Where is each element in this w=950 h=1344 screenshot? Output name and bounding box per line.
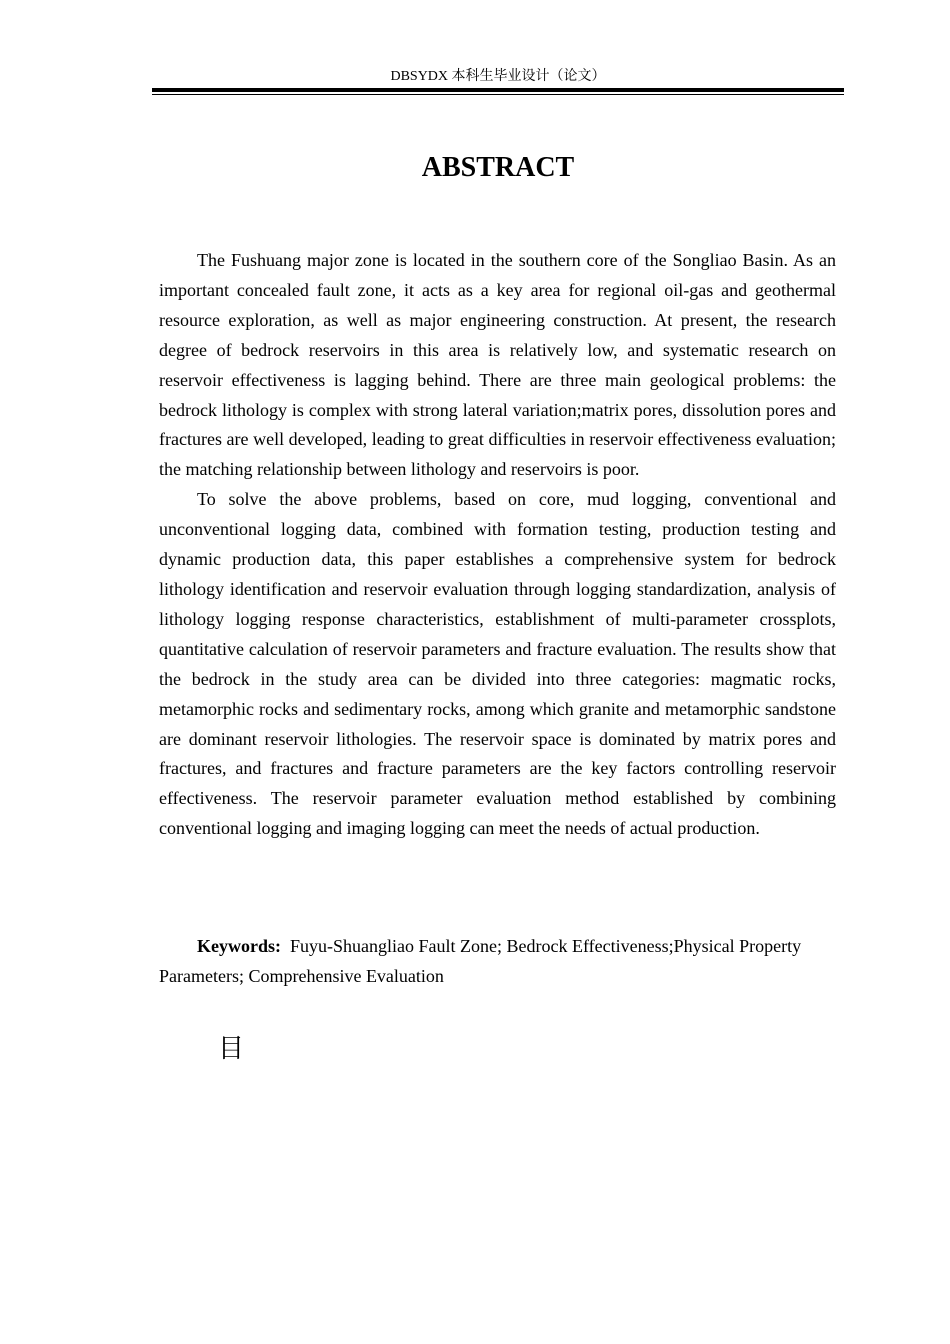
- abstract-body: [159, 246, 836, 844]
- header-rule-thick: [152, 88, 844, 92]
- toc-heading-fragment: 目: [218, 1034, 245, 1064]
- abstract-paragraph-1: The Fushuang major zone is located in the southern core of the Songliao Basin. As an important concealed fault zone, it acts as a key area for regional oil-gas and geothermal resource exploration, as well as major engineering construction. At present, the research degree of bedrock reservoirs in this area is relatively low, and systematic research on reservoir effectiveness is lagging behind. There are three main geological problems: the bedrock lithology is complex with strong lateral variation;matrix pores, dissolution pores and fractures are well developed, leading to great difficulties in reservoir effectiveness evaluation; the matching relationship between lithology and reservoirs is poor.: [159, 250, 836, 480]
- running-header: DBSYDX 本科生毕业设计（论文）: [390, 69, 606, 84]
- abstract-title: ABSTRACT: [421, 152, 575, 183]
- abstract-paragraph-2: To solve the above problems, based on core, mud logging, conventional and unconventional logging data, combined with formation testing, production testing and dynamic production data, this paper establishes a comprehensive system for bedrock lithology identification and reservoir evaluation through logging standardization, analysis of lithology logging response characteristics, establishment of multi-parameter crossplots, quantitative calculation of reservoir parameters and fracture evaluation. The results show that the bedrock in the study area can be divided into three categories: magmatic rocks, metamorphic rocks and sedimentary rocks, among which granite and metamorphic sandstone are dominant reservoir lithologies. The reservoir space is dominated by matrix pores and fractures, and fractures and fracture parameters are the key factors controlling reservoir effectiveness. The reservoir parameter evaluation method established by combining conventional logging and imaging logging can meet the needs of actual production.: [159, 489, 836, 839]
- keywords-label: Keywords:: [197, 936, 281, 956]
- header-rule-thin: [152, 94, 844, 95]
- keywords-text: Fuyu-Shuangliao Fault Zone; Bedrock Effectiveness;Physical Property Parameters; Comprehensive Evaluation: [159, 936, 802, 986]
- keywords-line: [159, 931, 836, 991]
